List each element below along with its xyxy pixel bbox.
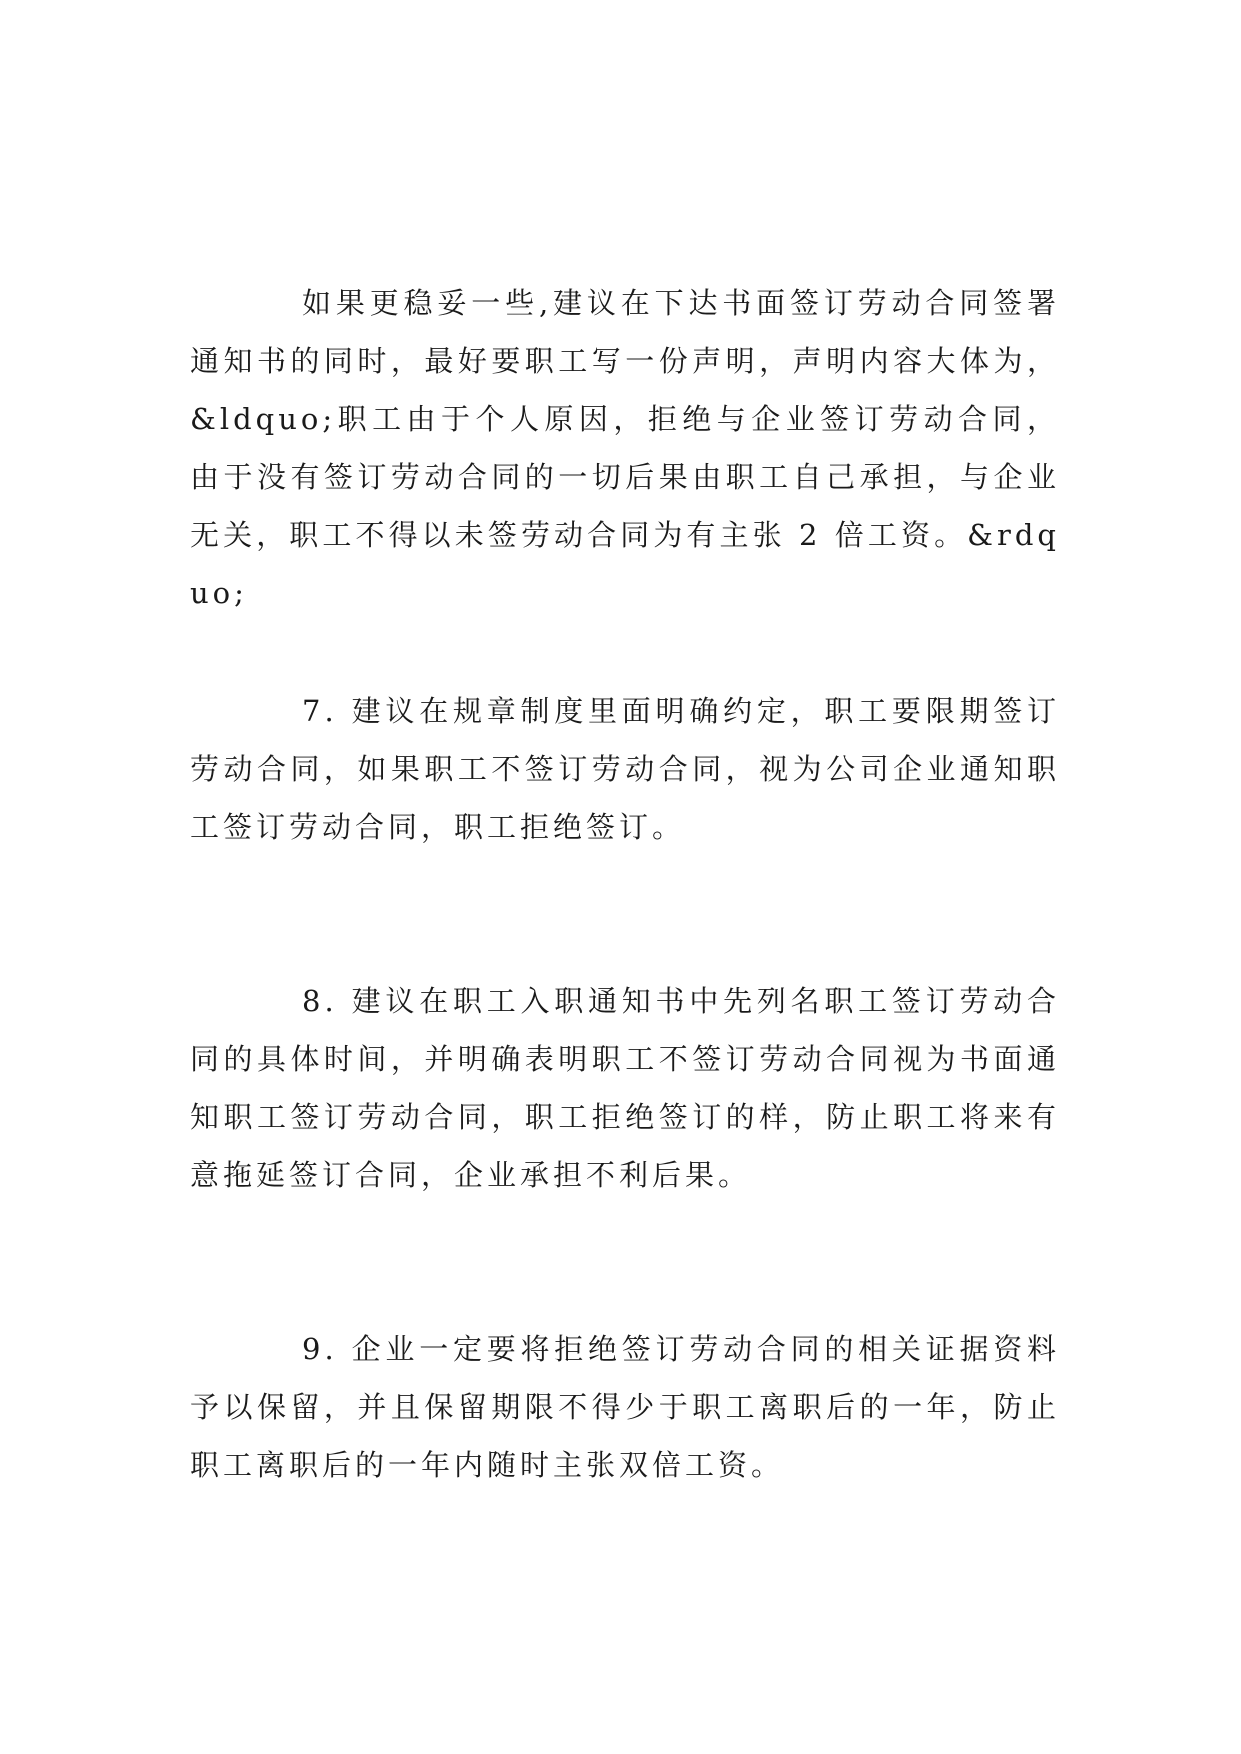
paragraph-item-8: 8. 建议在职工入职通知书中先列名职工签订劳动合同的具体时间，并明确表明职工不签订劳动合同视为书面通知职工签订劳动合同，职工拒绝签订的样，防止职工将来有意拖延签订合同，企业承担不利后果。: [190, 984, 1060, 1192]
paragraph-item-9: 9. 企业一定要将拒绝签订劳动合同的相关证据资料予以保留，并且保留期限不得少于职工离职后的一年，防止职工离职后的一年内随时主张双倍工资。: [190, 1332, 1060, 1482]
paragraph-signing-statement: 如果更稳妥一些,建议在下达书面签订劳动合同签署通知书的同时，最好要职工写一份声明，声明内容大体为，&ldquo;职工由于个人原因，拒绝与企业签订劳动合同，由于没有签订劳动合同的一切后果由职工自己承担，与企业无关，职工不得以未签劳动合同为有主张 2 倍工资。&rdquo;: [190, 286, 1060, 610]
paragraph-item-7: 7. 建议在规章制度里面明确约定，职工要限期签订劳动合同，如果职工不签订劳动合同，视为公司企业通知职工签订劳动合同，职工拒绝签订。: [190, 694, 1060, 844]
